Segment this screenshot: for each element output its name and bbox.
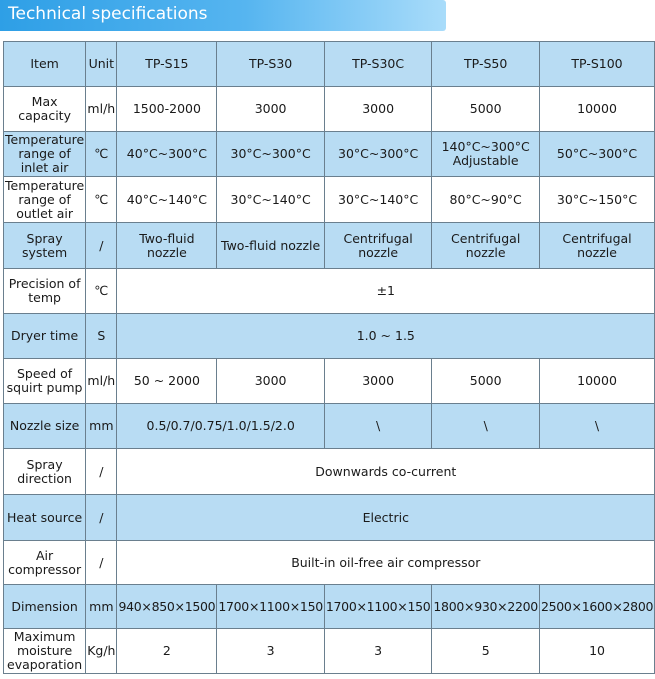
cell: 5	[432, 629, 540, 674]
cell: 30°C~140°C	[324, 177, 432, 223]
cell: 40°C~300°C	[117, 132, 217, 177]
row-unit: ℃	[86, 269, 117, 314]
header-model: TP-S30	[217, 42, 325, 87]
row-unit: mm	[86, 404, 117, 449]
cell: 1800×930×2200	[432, 585, 540, 629]
row-unit: S	[86, 314, 117, 359]
header-item: Item	[4, 42, 86, 87]
table-row	[4, 541, 655, 585]
spec-table	[3, 41, 655, 674]
cell: \	[432, 404, 540, 449]
cell: \	[539, 404, 654, 449]
header-model: TP-S30C	[324, 42, 432, 87]
cell: 30°C~300°C	[217, 132, 325, 177]
cell: 50 ~ 2000	[117, 359, 217, 404]
row-item: Max capacity	[4, 87, 86, 132]
header-row	[4, 42, 655, 87]
row-item: Air compressor	[4, 541, 86, 585]
cell: 1500-2000	[117, 87, 217, 132]
cell: Centrifugal nozzle	[324, 223, 432, 269]
cell: 10000	[539, 87, 654, 132]
row-unit: ℃	[86, 177, 117, 223]
row-unit: /	[86, 449, 117, 495]
cell: 1700×1100×150	[217, 585, 325, 629]
row-item: Nozzle size	[4, 404, 86, 449]
cell: \	[324, 404, 432, 449]
row-item: Speed of squirt pump	[4, 359, 86, 404]
table-row	[4, 359, 655, 404]
cell: 3	[324, 629, 432, 674]
cell: 3000	[217, 359, 325, 404]
row-unit: Kg/h	[86, 629, 117, 674]
row-unit: ml/h	[86, 359, 117, 404]
row-item: Maximum moisture evaporation	[4, 629, 86, 674]
cell: 1700×1100×150	[324, 585, 432, 629]
row-unit: /	[86, 223, 117, 269]
row-item: Spray system	[4, 223, 86, 269]
table-row	[4, 314, 655, 359]
table-row	[4, 404, 655, 449]
cell: 30°C~140°C	[217, 177, 325, 223]
row-item: Temperature range of outlet air	[5, 177, 85, 221]
row-item: Precision of temp	[4, 269, 86, 314]
cell: 50°C~300°C	[539, 132, 654, 177]
cell: 10000	[539, 359, 654, 404]
cell: 2500×1600×2800	[539, 585, 654, 629]
cell: 3000	[217, 87, 325, 132]
cell: 940×850×1500	[117, 585, 217, 629]
cell: 30°C~150°C	[539, 177, 654, 223]
page-title: Technical specifications	[8, 4, 208, 24]
header-model: TP-S100	[539, 42, 654, 87]
cell: 3	[217, 629, 325, 674]
header-model: TP-S15	[117, 42, 217, 87]
cell: Centrifugal nozzle	[432, 223, 540, 269]
row-unit: /	[86, 495, 117, 541]
cell: Two-fluid nozzle	[217, 223, 325, 269]
header-unit: Unit	[86, 42, 117, 87]
row-unit: mm	[86, 585, 117, 629]
title-bar	[0, 0, 446, 31]
cell: 140°C~300°C Adjustable	[432, 132, 540, 177]
cell: 80°C~90°C	[432, 177, 540, 223]
cell: 0.5/0.7/0.75/1.0/1.5/2.0	[117, 404, 324, 449]
cell: 3000	[324, 87, 432, 132]
cell: 10	[539, 629, 654, 674]
merged-cell: Downwards co-current	[117, 449, 655, 495]
cell: 2	[117, 629, 217, 674]
cell: 5000	[432, 359, 540, 404]
merged-cell: Electric	[117, 495, 655, 541]
cell: 30°C~300°C	[324, 132, 432, 177]
row-item: Spray direction	[4, 449, 86, 495]
row-item: Heat source	[4, 495, 86, 541]
table-row	[4, 132, 655, 177]
row-item: Dryer time	[4, 314, 86, 359]
row-unit: /	[86, 541, 117, 585]
cell: Centrifugal nozzle	[539, 223, 654, 269]
cell: 40°C~140°C	[117, 177, 217, 223]
table-row	[4, 449, 655, 495]
merged-cell: 1.0 ~ 1.5	[117, 314, 655, 359]
table-row	[4, 269, 655, 314]
cell: Two-fluid nozzle	[117, 223, 217, 269]
table-row	[4, 585, 655, 629]
cell: 3000	[324, 359, 432, 404]
table-row	[4, 177, 655, 223]
merged-cell: Built-in oil-free air compressor	[117, 541, 655, 585]
row-item: Temperature range of inlet air	[5, 132, 85, 175]
header-model: TP-S50	[432, 42, 540, 87]
table-row	[4, 87, 655, 132]
table-row	[4, 495, 655, 541]
row-unit: ml/h	[86, 87, 117, 132]
merged-cell: ±1	[117, 269, 655, 314]
table-row	[4, 223, 655, 269]
cell: 5000	[432, 87, 540, 132]
table-row	[4, 629, 655, 674]
row-item: Dimension	[4, 585, 86, 629]
row-unit: ℃	[86, 132, 117, 177]
